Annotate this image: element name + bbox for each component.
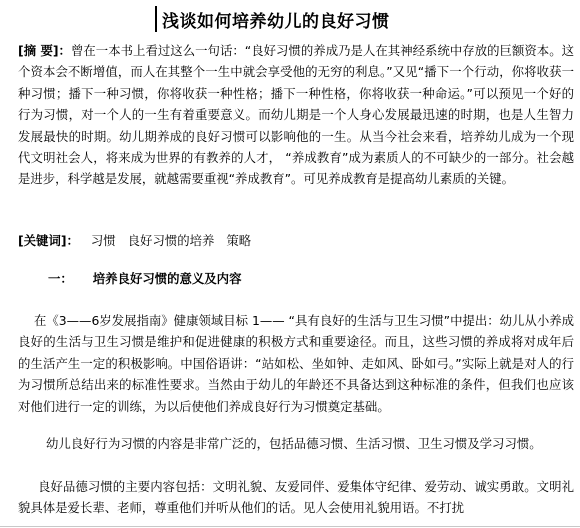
keyword-item: 良好习惯的培养: [127, 233, 215, 248]
keyword-item: 习惯: [90, 233, 116, 248]
section-number: 一：: [48, 271, 73, 286]
section-title: 培养良好习惯的意义及内容: [92, 271, 242, 286]
text-cursor-bar: [155, 6, 157, 32]
title-block: [0, 4, 580, 34]
section-heading: [18, 268, 574, 289]
keywords-line: [18, 230, 574, 251]
body-paragraph: 良好品德习惯的主要内容包括：文明礼貌、友爱同伴、爱集体守纪律、爱劳动、诚实勇敢。文明礼貌具体是爱长辈、老师，尊重他们并听从他们的话。见人会使用礼貌用语。不打扰: [18, 479, 574, 516]
page-bottom-divider: [0, 526, 580, 527]
body-paragraph: 在《3——6岁发展指南》健康领域目标 1—— “具有良好的生活与卫生习惯”中提出：幼儿从小养成良好的生活与卫生习惯是维护和促进健康的积极方式和重要途径。而且，这些习惯的养成将对成年后的生活产生一定的积极影响。中国俗语讲：“站如松、坐如钟、走如风、卧如弓。”实际上就是对人的行为习惯所总结出来的标准性要求。当然由于幼儿的年龄还不具备达到这种标准的条件，但我们也应该对他们进行一定的训练，为以后使他们养成良好行为习惯奠定基础。: [18, 313, 574, 414]
abstract-paragraph: [18, 40, 574, 190]
body-paragraph: 幼儿良好行为习惯的内容是非常广泛的，包括品德习惯、生活习惯、卫生习惯及学习习惯。: [46, 436, 542, 451]
keywords-label: [关键词]：: [18, 233, 79, 248]
abstract-text: 曾在一本书上看过这么一句话：“良好习惯的养成乃是人在其神经系统中存放的巨额资本。这个资本会不断增值，而人在其整个一生中就会享受他的无穷的利息。”又见“播下一个行动，你将收获一种习惯；播下一种习惯，你将收获一种性格；播下一种性格，你将收获一种命运。”可以预见一个好的行为习惯，对一个人的一生有着重要意义。而幼儿期是一个人身心发展最迅速的时期，也是人生智力发展最快的时期。幼儿期养成的良好习惯可以影响他的一生。从当今社会来看，培养幼儿成为一个现代文明社会人，将来成为世界的有教养的人才， “养成教育”成为素质人的不可缺少的一部分。社会越是进步，科学越是发展，就越需要重视“养成教育”。可见养成教育是提高幼儿素质的关键。: [18, 43, 575, 187]
keyword-item: 策略: [226, 233, 252, 248]
document-title: 浅谈如何培养幼儿的良好习惯: [162, 12, 390, 32]
abstract-label: [摘 要]：: [18, 43, 71, 58]
